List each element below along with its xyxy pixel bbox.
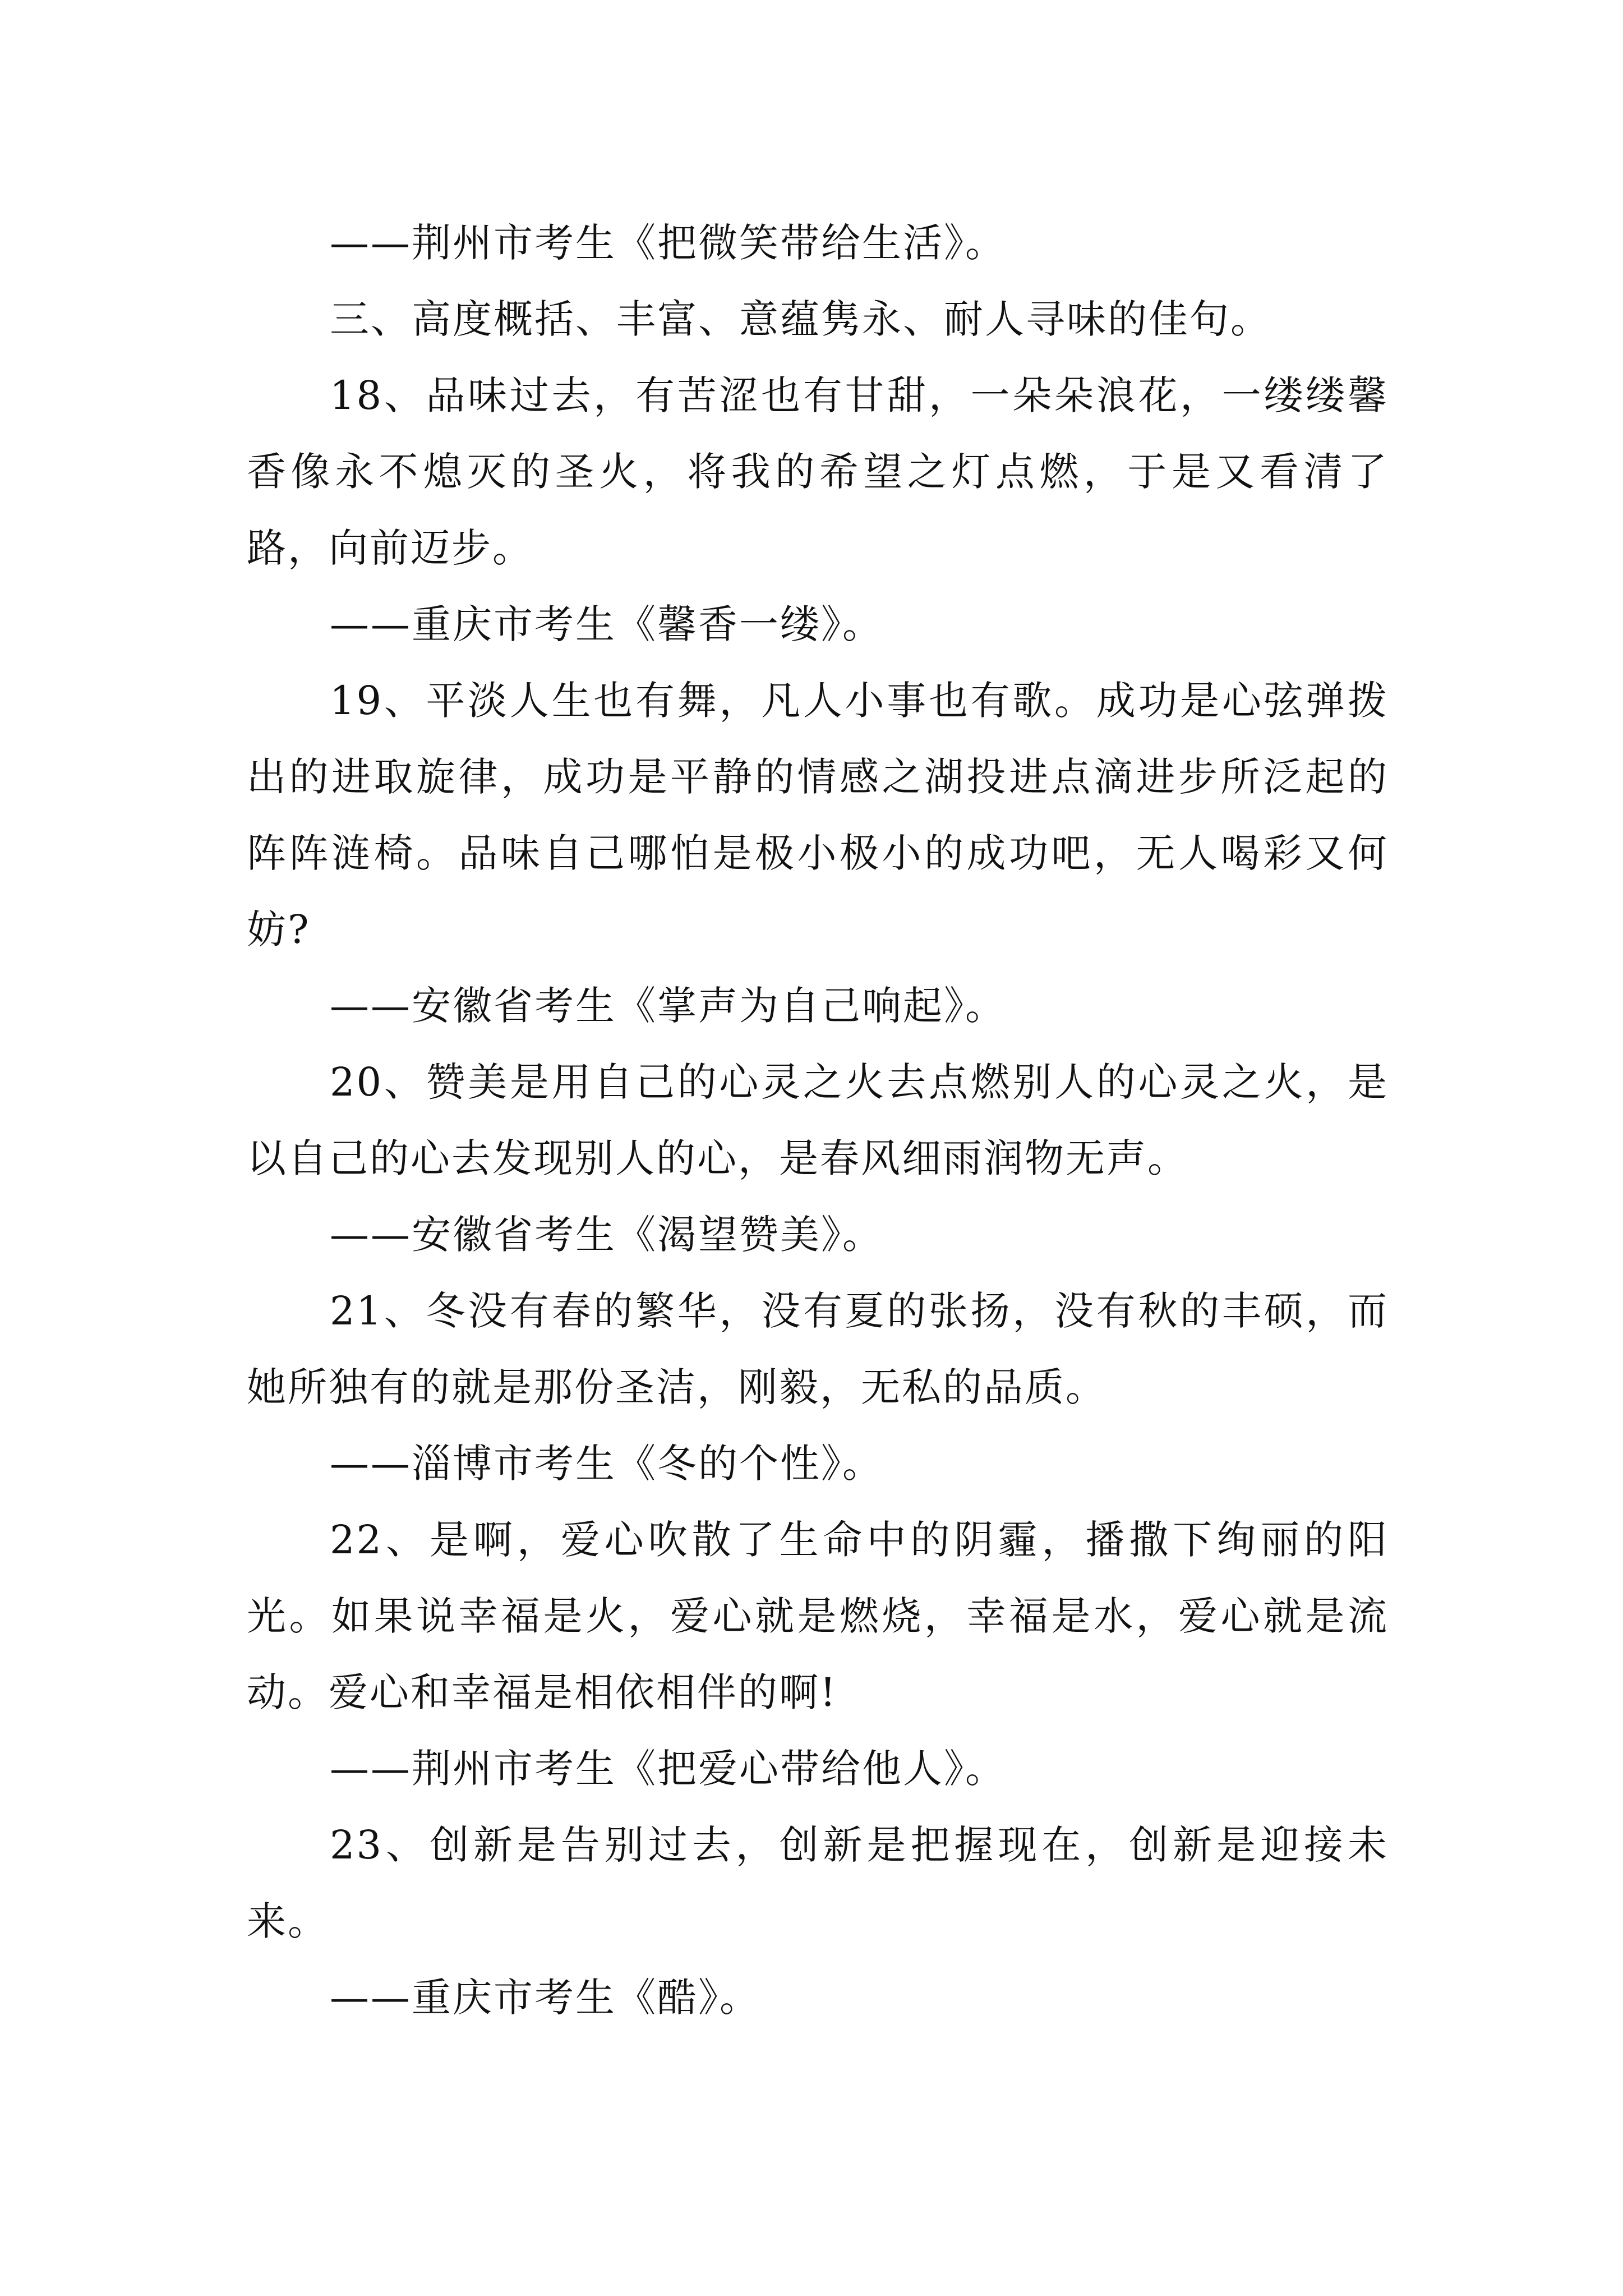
source-attribution: ——安徽省考生《掌声为自己响起》。 [330,983,1006,1029]
source-attribution: ——荆州市考生《把爱心带给他人》。 [330,1746,1006,1792]
document-body [247,205,1389,2036]
source-attribution: ——重庆市考生《馨香一缕》。 [330,601,883,647]
source-attribution: ——淄博市考生《冬的个性》。 [330,1441,883,1487]
quote-paragraph: 23、创新是告别过去，创新是把握现在，创新是迎接未来。 [247,1822,1389,1944]
quote-paragraph: 19、平淡人生也有舞，凡人小事也有歌。成功是心弦弹拨出的进取旋律，成功是平静的情感之湖投进点滴进步所泛起的阵阵涟椅。品味自己哪怕是极小极小的成功吧，无人喝彩又何妨? [247,678,1389,953]
quote-paragraph: 22、是啊，爱心吹散了生命中的阴霾，播撒下绚丽的阳光。如果说幸福是火，爱心就是燃烧，幸福是水，爱心就是流动。爱心和幸福是相依相伴的啊! [247,1517,1389,1715]
source-attribution: ——重庆市考生《酷》。 [330,1975,760,2021]
quote-paragraph: 18、品味过去，有苦涩也有甘甜，一朵朵浪花，一缕缕馨香像永不熄灭的圣火，将我的希望之灯点燃，于是又看清了路，向前迈步。 [247,372,1389,571]
source-attribution: ——荆州市考生《把微笑带给生活》。 [330,220,1006,266]
source-attribution: ——安徽省考生《渴望赞美》。 [330,1212,883,1258]
quote-paragraph: 21、冬没有春的繁华，没有夏的张扬，没有秋的丰硕，而她所独有的就是那份圣洁，刚毅，无私的品质。 [247,1288,1389,1410]
section-heading: 三、高度概括、丰富、意蕴隽永、耐人寻味的佳句。 [330,296,1271,342]
quote-paragraph: 20、赞美是用自己的心灵之火去点燃别人的心灵之火，是以自己的心去发现别人的心，是春风细雨润物无声。 [247,1059,1389,1181]
